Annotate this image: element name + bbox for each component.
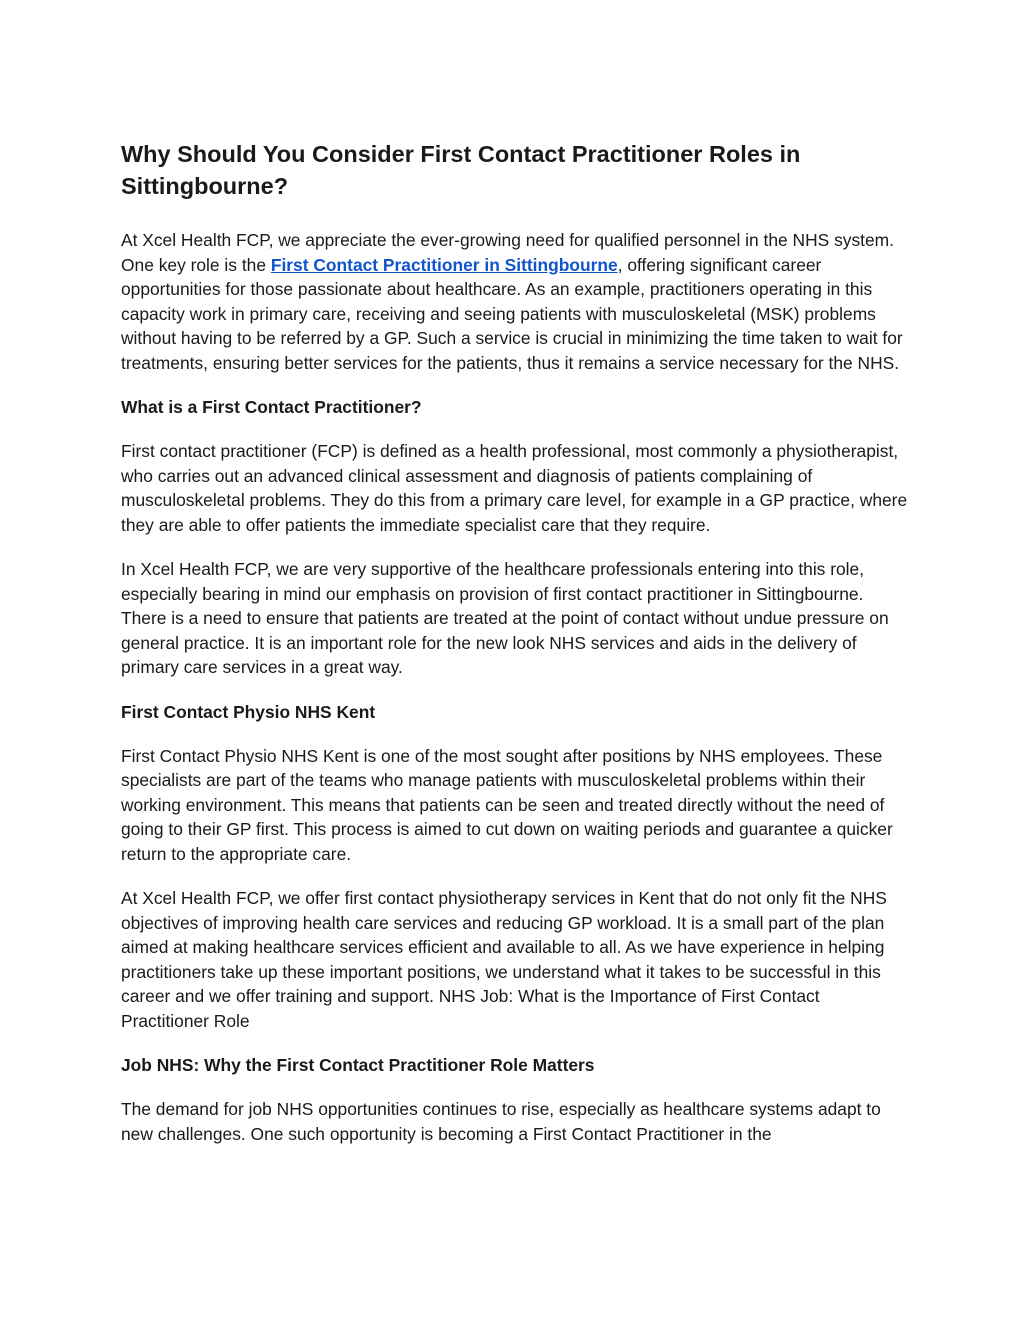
- intro-text-after-link: , offering significant career opportunities for those passionate about healthcare. As an example, practitioners operating in this capacity work in primary care, receiving and seeing patients with musculoskeletal (MSK) problems without having to be referred by a GP. Such a service is crucial in minimizing the time taken to wait for treatments, ensuring better services for the patients, thus it remains a service necessary for the NHS.: [121, 254, 903, 373]
- section-heading-what-is-fcp: What is a First Contact Practitioner?: [121, 397, 422, 417]
- intro-paragraph: [121, 228, 911, 375]
- section-paragraph: The demand for job NHS opportunities continues to rise, especially as healthcare systems adapt to new challenges. One such opportunity is becoming a First Contact Practitioner in the: [121, 1099, 881, 1144]
- page-title: Why Should You Consider First Contact Practitioner Roles in Sittingbourne?: [121, 141, 801, 199]
- document-page: [121, 138, 911, 1166]
- section-paragraph: First Contact Physio NHS Kent is one of the most sought after positions by NHS employees. These specialists are part of the teams who manage patients with musculoskeletal problems within their working environment. This means that patients can be seen and treated directly without the need of going to their GP first. This process is aimed to cut down on waiting periods and guarantee a quicker return to the appropriate care.: [121, 745, 893, 864]
- section-heading-first-contact-physio-kent: First Contact Physio NHS Kent: [121, 701, 376, 722]
- section-paragraph: At Xcel Health FCP, we offer first contact physiotherapy services in Kent that do not only fit the NHS objectives of improving health care services and reducing GP workload. It is a small part of the plan aimed at making healthcare services efficient and available to all. As we have experience in helping practitioners take up these important positions, we understand what it takes to be successful in this career and we offer training and support. NHS Job: What is the Importance of First Contact Practitioner Role: [121, 888, 887, 1031]
- intro-text-before-link: At Xcel Health FCP, we appreciate the ever-growing need for qualified personnel in the NHS system. One key role is the: [121, 230, 894, 275]
- section-paragraph: In Xcel Health FCP, we are very supportive of the healthcare professionals entering into this role, especially bearing in mind our emphasis on provision of first contact practitioner in Sittingbourne. There is a need to ensure that patients are treated at the point of contact without undue pressure on general practice. It is an important role for the new look NHS services and aids in the delivery of primary care services in a great way.: [121, 559, 889, 677]
- section-heading-job-nhs: Job NHS: Why the First Contact Practitioner Role Matters: [121, 1055, 595, 1075]
- fcp-sittingbourne-link[interactable]: First Contact Practitioner in Sittingbourne: [270, 254, 618, 275]
- section-paragraph: First contact practitioner (FCP) is defined as a health professional, most commonly a physiotherapist, who carries out an advanced clinical assessment and diagnosis of patients complaining of musculoskeletal problems. They do this from a primary care level, for example in a GP practice, where they are able to offer patients the immediate specialist care that they require.: [121, 441, 908, 535]
